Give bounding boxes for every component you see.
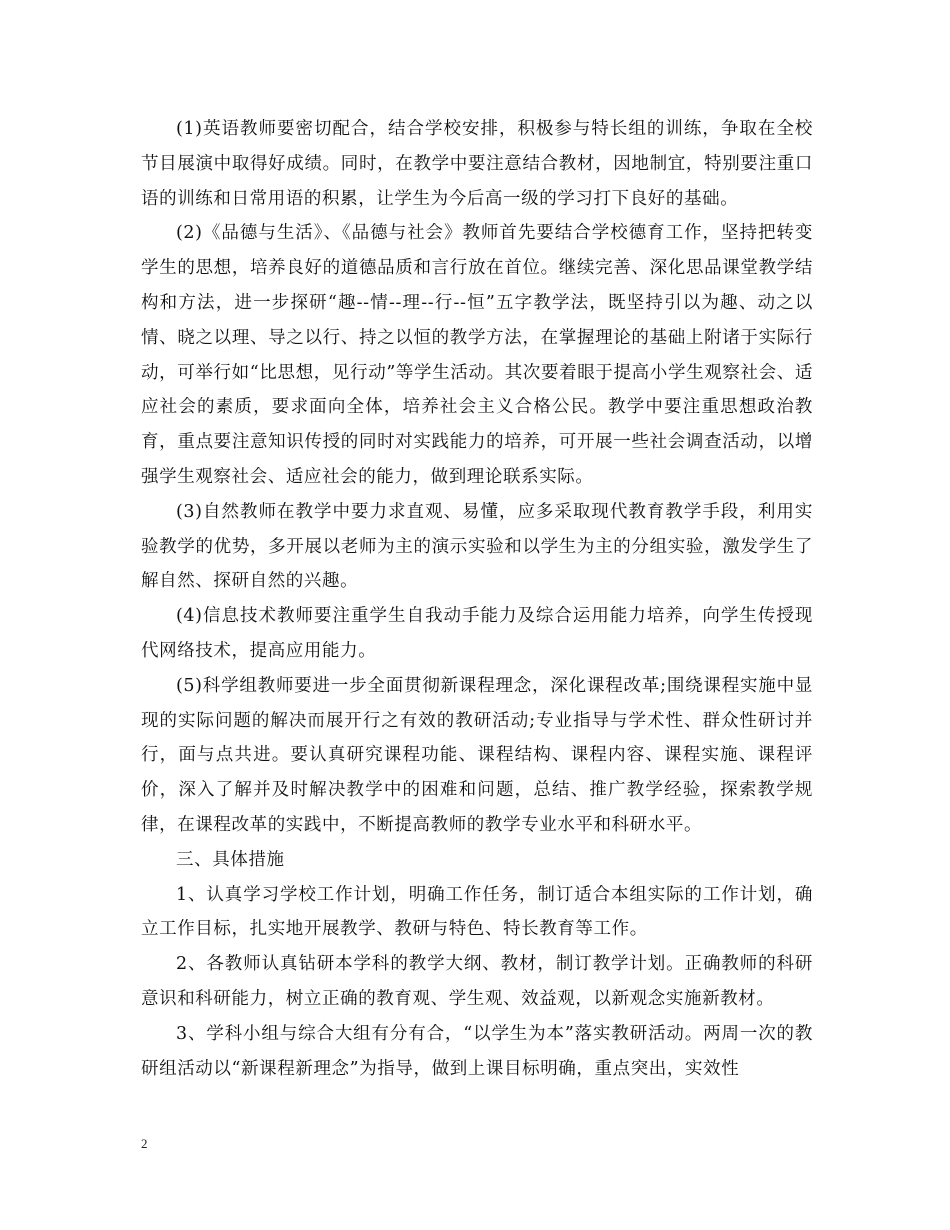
paragraph-it-teachers: (4)信息技术教师要注重学生自我动手能力及综合运用能力培养，向学生传授现代网络技术，提高应用能力。 bbox=[141, 606, 813, 661]
paragraph-moral-education-teachers: (2)《品德与生活》、《品德与社会》教师首先要结合学校德育工作，坚持把转变学生的思想，培养良好的道德品质和言行放在首位。继续完善、深化思品课堂教学结构和方法，进一步探研“趣--情--理--行--恒”五字教学法，既坚持引以为趣、动之以情、晓之以理、导之以行、持之以恒的教学方法，在掌握理论的基础上附诸于实际行动，可举行如“比思想，见行动”等学生活动。其次要着眼于提高小学生观察社会、适应社会的素质，要求面向全体，培养社会主义合格公民。教学中要注重思想政治教育，重点要注意知识传授的同时对实践能力的培养，可开展一些社会调查活动，以增强学生观察社会、适应社会的能力，做到理论联系实际。 bbox=[141, 223, 813, 487]
paragraph-science-group: (5)科学组教师要进一步全面贯彻新课程理念，深化课程改革;围绕课程实施中显现的实际问题的解决而展开行之有效的教研活动;专业指导与学术性、群众性研讨并行，面与点共进。要认真研究课程功能、课程结构、课程内容、课程实施、课程评价，深入了解并及时解决教学中的困难和问题，总结、推广教学经验，探索教学规律，在课程改革的实践中，不断提高教师的教学专业水平和科研水平。 bbox=[141, 675, 813, 835]
page-number: 2 bbox=[141, 1136, 148, 1151]
paragraph-measure-1: 1、认真学习学校工作计划，明确工作任务，制订适合本组实际的工作计划，确立工作目标，扎实地开展教学、教研与特色、特长教育等工作。 bbox=[141, 884, 813, 940]
paragraph-nature-teachers: (3)自然教师在教学中要力求直观、易懂，应多采取现代教育教学手段，利用实验教学的优势，多开展以老师为主的演示实验和以学生为主的分组实验，激发学生了解自然、探研自然的兴趣。 bbox=[141, 501, 813, 592]
paragraph-measure-2: 2、各教师认真钻研本学科的教学大纲、教材，制订教学计划。正确教师的科研意识和科研能力，树立正确的教育观、学生观、效益观，以新观念实施新教材。 bbox=[141, 954, 813, 1009]
section-heading-measures: 三、具体措施 bbox=[176, 849, 285, 870]
paragraph-measure-3: 3、学科小组与综合大组有分有合，“以学生为本”落实教研活动。两周一次的教研组活动以“新课程新理念”为指导，做到上课目标明确，重点突出，实效性 bbox=[141, 1023, 813, 1079]
paragraph-english-teachers: (1)英语教师要密切配合，结合学校安排，积极参与特长组的训练，争取在全校节目展演中取得好成绩。同时，在教学中要注意结合教材，因地制宜，特别要注重口语的训练和日常用语的积累，让学生为今后高一级的学习打下良好的基础。 bbox=[141, 119, 813, 209]
document-body bbox=[141, 112, 813, 1086]
